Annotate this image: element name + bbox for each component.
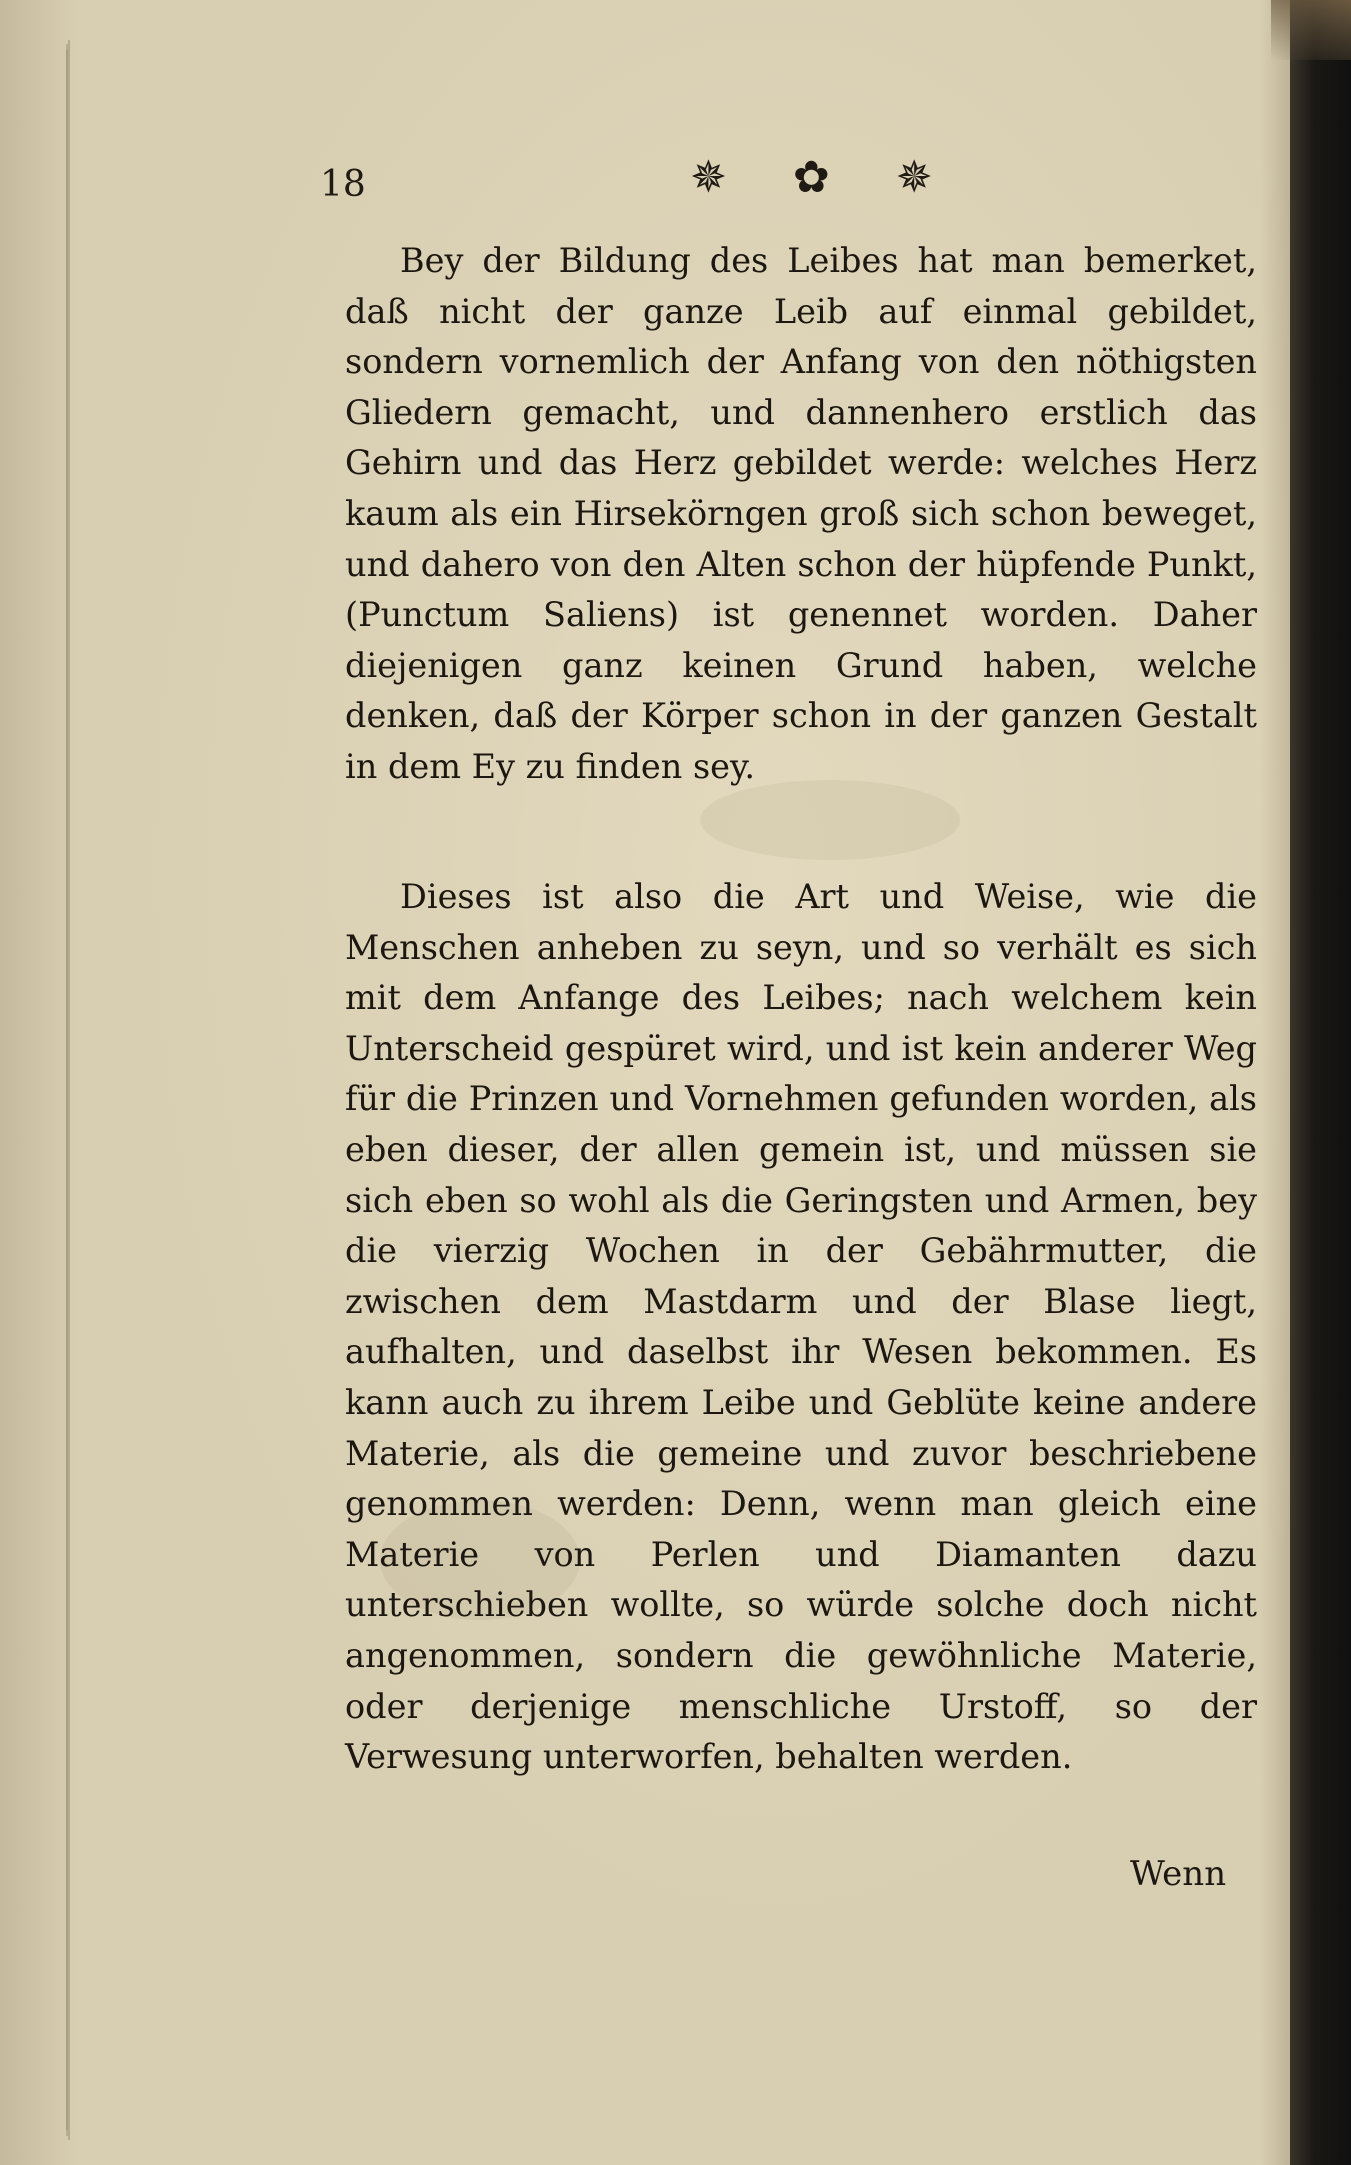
ornament-header: ✵ ✿ ✵ bbox=[690, 152, 959, 203]
paragraph-1: Bey der Bildung des Leibes hat man bemerket, daß nicht der ganze Leib auf einmal gebildet, sondern vornemlich der Anfang von den nöthigsten Gliedern gemacht, und dannenhero erstlich das Gehirn und das Herz gebildet werde: welches Herz kaum als ein Hirsekörngen groß sich schon beweget, und dahero von den Alten schon der hüpfende Punkt, (Punctum Saliens) ist genennet worden. Daher diejenigen ganz keinen Grund haben, welche denken, daß der Körper schon in der ganzen Gestalt in dem Ey zu finden sey. bbox=[345, 241, 1257, 786]
paragraph-2: Dieses ist also die Art und Weise, wie die Menschen anheben zu seyn, und so verhält es sich mit dem Anfange des Leibes; nach welchem kein Unterscheid gespüret wird, und ist kein anderer Weg für die Prinzen und Vornehmen gefunden worden, als eben dieser, der allen gemein ist, und müssen sie sich eben so wohl als die Geringsten und Armen, bey die vierzig Wochen in der Gebährmutter, die zwischen dem Mastdarm und der Blase liegt, aufhalten, und daselbst ihr Wesen bekommen. Es kann auch zu ihrem Leibe und Geblüte keine andere Materie, als die gemeine und zuvor beschriebene genommen werden: Denn, wenn man gleich eine Materie von Perlen und Diamanten dazu unterschieben wollte, so würde solche doch nicht angenommen, sondern die gewöhnliche Materie, oder derjenige menschliche Urstoff, so der Verwesung unterworfen, behalten werden. bbox=[345, 877, 1257, 1777]
book-edge-shadow bbox=[1290, 0, 1351, 2165]
page-header bbox=[320, 150, 1260, 210]
page-number: 18 bbox=[320, 164, 366, 205]
book-corner bbox=[1271, 0, 1351, 60]
page-stack-edge bbox=[68, 40, 100, 2140]
catchword: Wenn bbox=[1130, 1854, 1227, 1894]
